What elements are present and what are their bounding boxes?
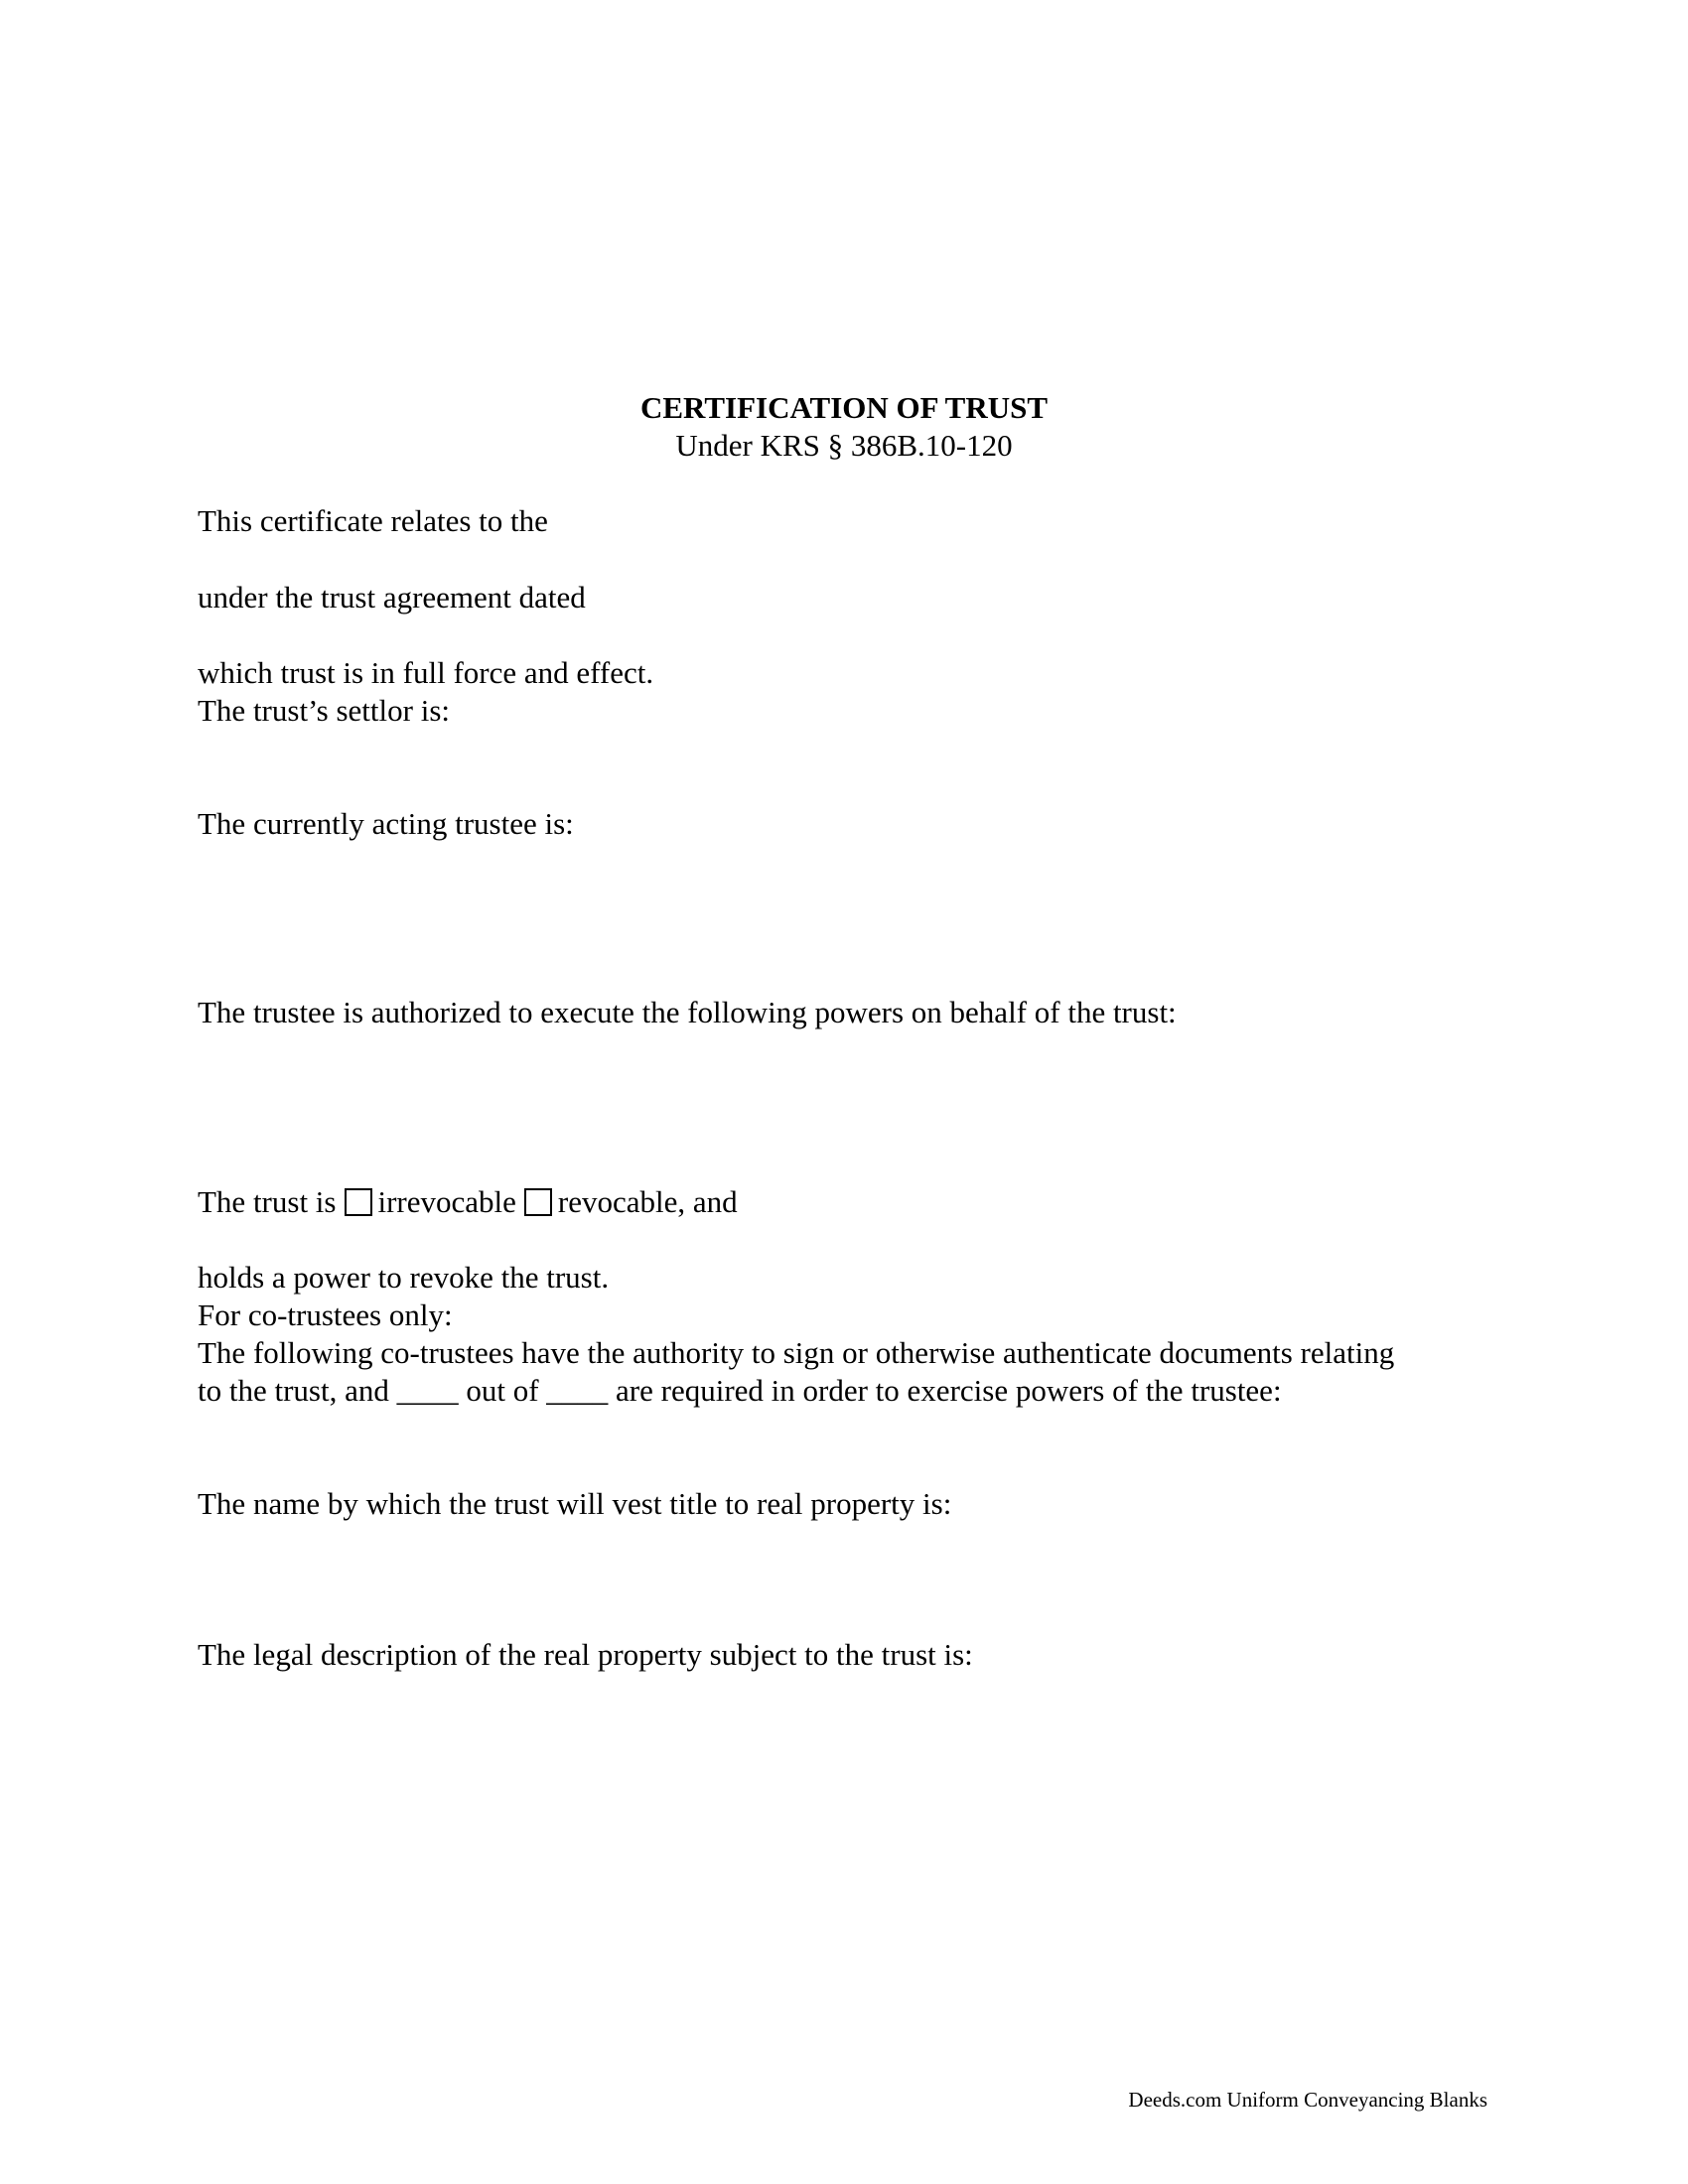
required-count-part2: out of bbox=[466, 1373, 539, 1408]
required-count-blank[interactable]: ____ bbox=[396, 1373, 459, 1408]
vest-title-line: The name by which the trust will vest title to real property is: bbox=[198, 1486, 952, 1521]
revocable-label: revocable, and bbox=[557, 1184, 738, 1219]
acting-trustee-line: The currently acting trustee is: bbox=[198, 806, 574, 841]
revocable-checkbox[interactable] bbox=[524, 1188, 552, 1216]
settlor-line: The trust’s settlor is: bbox=[198, 693, 451, 728]
irrevocable-label: irrevocable bbox=[377, 1184, 516, 1219]
required-count-line bbox=[198, 1372, 1282, 1410]
relates-line: This certificate relates to the bbox=[198, 503, 548, 538]
total-count-blank[interactable]: ____ bbox=[546, 1373, 609, 1408]
power-to-revoke-line: holds a power to revoke the trust. bbox=[198, 1260, 610, 1295]
required-count-part3: are required in order to exercise powers of the trustee: bbox=[616, 1373, 1282, 1408]
irrevocable-checkbox[interactable] bbox=[345, 1188, 372, 1216]
trust-type-prefix: The trust is bbox=[198, 1184, 337, 1219]
agreement-dated-line: under the trust agreement dated bbox=[198, 580, 586, 614]
footer-text: Deeds.com Uniform Conveyancing Blanks bbox=[1128, 2088, 1487, 2112]
powers-line: The trustee is authorized to execute the following powers on behalf of the trust: bbox=[198, 995, 1177, 1029]
legal-description-line: The legal description of the real property subject to the trust is: bbox=[198, 1637, 973, 1672]
document-title: CERTIFICATION OF TRUST bbox=[639, 390, 1049, 425]
full-force-line: which trust is in full force and effect. bbox=[198, 655, 654, 690]
document-subtitle: Under KRS § 386B.10-120 bbox=[675, 428, 1013, 463]
cotrustees-authority-line: The following co-trustees have the authority to sign or otherwise authenticate documents relating bbox=[198, 1335, 1395, 1370]
required-count-part1: to the trust, and bbox=[198, 1373, 389, 1408]
trust-type-line bbox=[198, 1183, 738, 1221]
cotrustees-only-line: For co-trustees only: bbox=[198, 1297, 453, 1332]
